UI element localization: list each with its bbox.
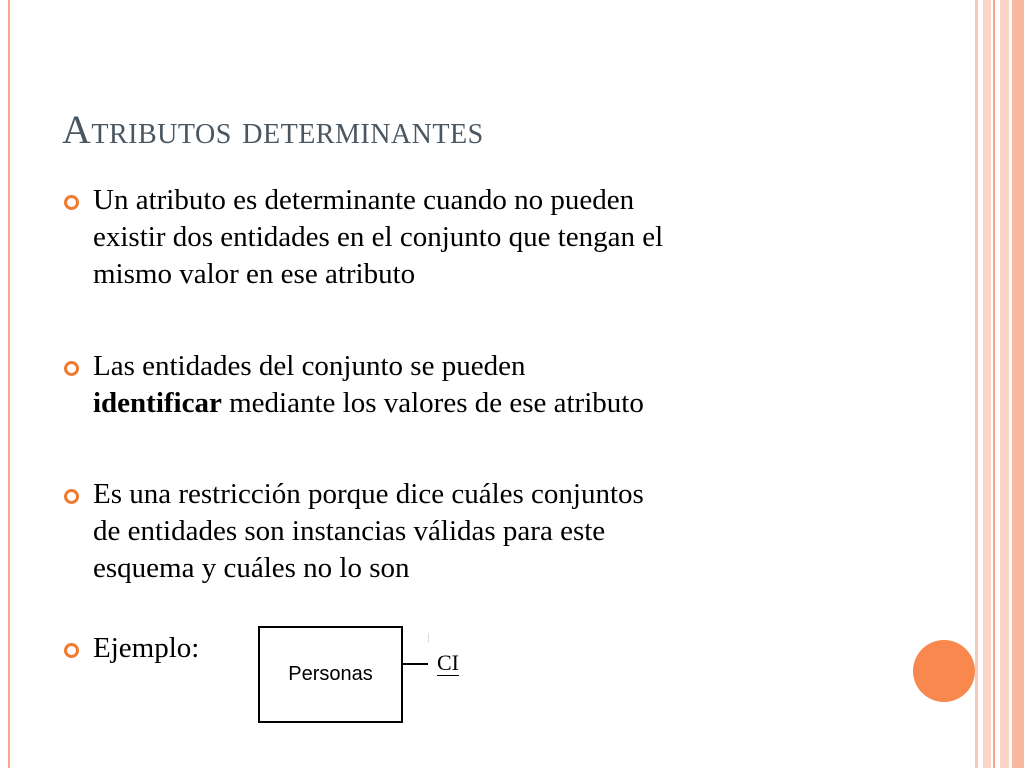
er-entity-label: Personas [288,663,373,685]
bullet-icon [64,489,79,504]
bullet-text-line: mismo valor en ese atributo [93,258,416,290]
bullet-text-line: Un atributo es determinante cuando no pueden [93,184,635,216]
bullet-list [62,182,882,667]
right-stripe-decoration [975,0,978,768]
bold-keyword: identificar [93,387,222,419]
bullet-text-line: Las entidades del conjunto se pueden [93,350,526,382]
orange-circle-decoration [913,640,975,702]
er-connector-line [403,663,428,665]
bullet-text-line [93,385,882,422]
bullet-item [62,630,882,667]
er-attribute-label: CI [437,650,459,675]
bullet-item [62,476,882,587]
slide-title: Atributos determinantes [62,107,484,152]
er-tick-mark [428,633,429,643]
bullet-icon [64,361,79,376]
bullet-item [62,182,882,293]
bullet-icon [64,195,79,210]
er-entity-box [258,626,403,723]
bullet-item [62,348,882,422]
left-border-decoration [0,0,10,768]
bullet-text-line: Es una restricción porque dice cuáles conjuntos [93,478,644,510]
bullet-icon [64,643,79,658]
right-stripe-decoration [993,0,995,768]
bullet-text-line: esquema y cuáles no lo son [93,552,410,584]
bullet-text-fragment: mediante los valores de ese atributo [221,387,644,419]
right-stripe-decoration [983,0,991,768]
right-stripe-decoration [1000,0,1009,768]
example-label: Ejemplo: [93,632,200,664]
right-stripe-decoration [1012,0,1024,768]
bullet-text-line: existir dos entidades en el conjunto que tengan el [93,221,664,253]
bullet-text-line: de entidades son instancias válidas para este [93,515,606,547]
